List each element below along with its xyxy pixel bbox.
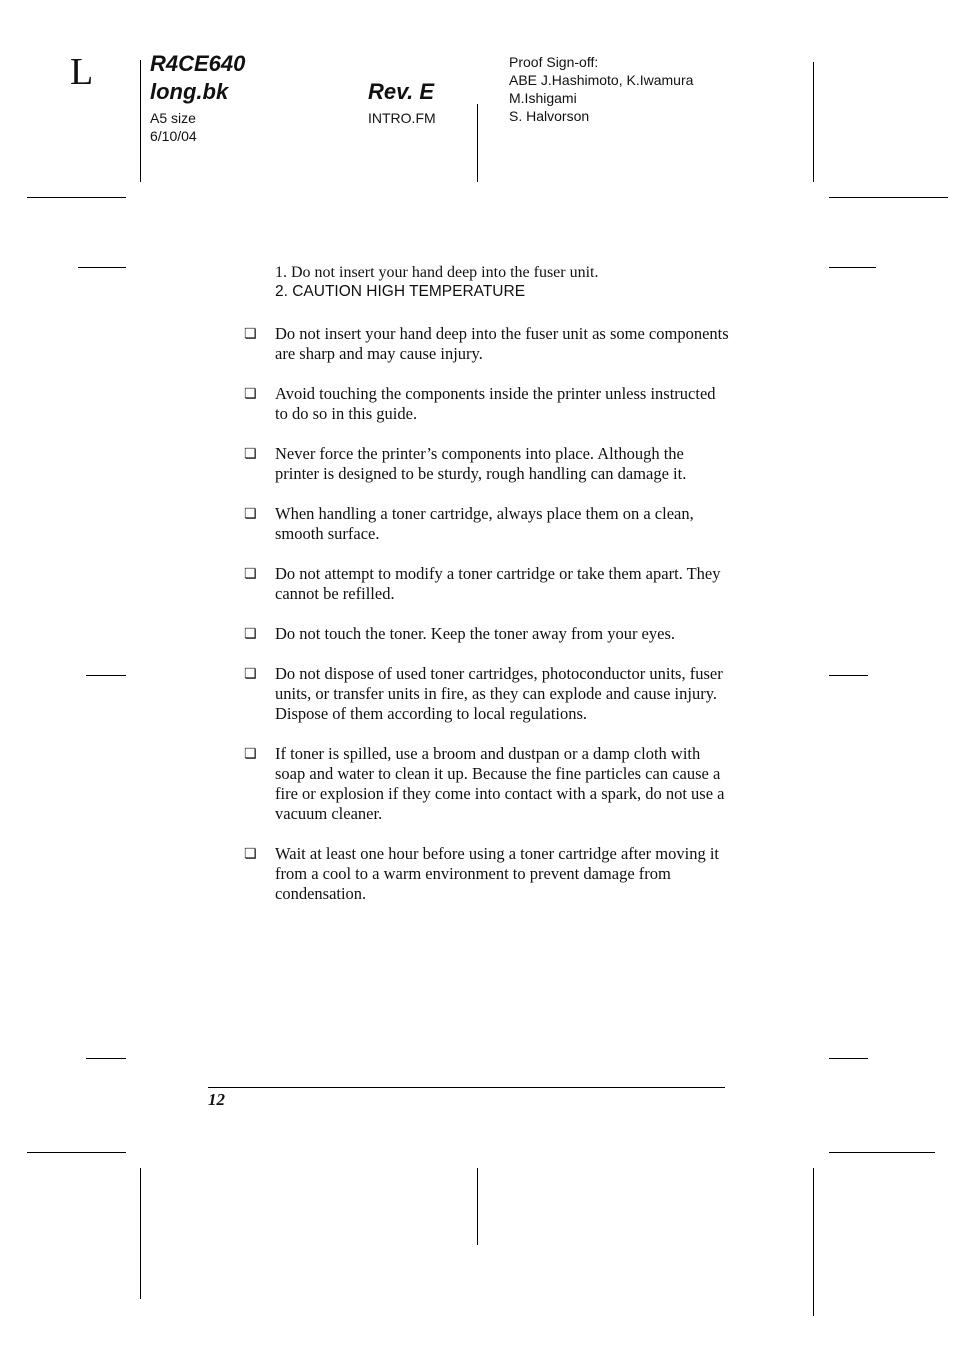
list-item-text: Do not touch the toner. Keep the toner away from your eyes. <box>275 624 676 643</box>
checkbox-bullet-icon: ❏ <box>244 386 257 402</box>
crop-mark <box>813 62 814 182</box>
file-name: INTRO.FM <box>368 110 436 126</box>
page-content <box>244 263 729 924</box>
crop-mark <box>86 1058 126 1059</box>
checkbox-bullet-icon: ❏ <box>244 746 257 762</box>
list-item <box>244 664 729 724</box>
list-item-text: Do not insert your hand deep into the fuser unit as some components are sharp and may cause injury. <box>275 324 729 363</box>
proof-line: ABE J.Hashimoto, K.Iwamura <box>509 72 694 88</box>
checkbox-bullet-icon: ❏ <box>244 566 257 582</box>
checkbox-bullet-icon: ❏ <box>244 846 257 862</box>
crop-mark <box>829 197 948 198</box>
doc-code: R4CE640 <box>150 51 246 76</box>
page-number: 12 <box>208 1090 225 1109</box>
footer-rule <box>208 1087 725 1088</box>
list-item-text: If toner is spilled, use a broom and dustpan or a damp cloth with soap and water to clean it up. Because the fine particles can cause a fire or explosion if they come into contact with a spark, do not use a vacuum cleaner. <box>275 744 725 823</box>
crop-mark <box>829 1152 935 1153</box>
doc-meta <box>150 109 197 145</box>
crop-mark <box>140 1168 141 1299</box>
book-name: long.bk <box>150 79 229 104</box>
page-side-marker: L <box>70 51 94 93</box>
list-item-text: Wait at least one hour before using a toner cartridge after moving it from a cool to a warm environment to prevent damage from condensation. <box>275 844 720 903</box>
crop-mark <box>477 104 478 182</box>
crop-mark <box>27 1152 126 1153</box>
crop-mark <box>813 1168 814 1316</box>
checkbox-bullet-icon: ❏ <box>244 506 257 522</box>
list-item <box>244 624 729 644</box>
figure-label-2: 2. CAUTION HIGH TEMPERATURE <box>275 283 526 300</box>
crop-mark <box>829 675 868 676</box>
crop-mark <box>140 60 141 182</box>
list-item-text: Do not attempt to modify a toner cartridge or take them apart. They cannot be refilled. <box>275 564 721 603</box>
checkbox-bullet-icon: ❏ <box>244 446 257 462</box>
list-item <box>244 564 729 604</box>
doc-header-title <box>150 50 245 106</box>
crop-mark <box>829 1058 868 1059</box>
checkbox-bullet-icon: ❏ <box>244 666 257 682</box>
checkbox-bullet-icon: ❏ <box>244 326 257 342</box>
crop-mark <box>477 1168 478 1245</box>
crop-mark <box>78 267 126 268</box>
list-item <box>244 744 729 824</box>
list-item-text: Never force the printer’s components into place. Although the printer is designed to be sturdy, rough handling can damage it. <box>275 444 687 483</box>
list-item <box>244 384 729 424</box>
list-item <box>244 504 729 544</box>
list-item <box>244 324 729 364</box>
figure-label-1: 1. Do not insert your hand deep into the fuser unit. <box>275 264 599 281</box>
list-item-text: Avoid touching the components inside the printer unless instructed to do so in this guide. <box>275 384 716 423</box>
revision: Rev. E <box>368 79 435 104</box>
caution-list <box>244 324 729 904</box>
list-item-text: When handling a toner cartridge, always place them on a clean, smooth surface. <box>275 504 694 543</box>
crop-mark <box>86 675 126 676</box>
paper-size: A5 size <box>150 110 196 126</box>
proof-line: S. Halvorson <box>509 108 590 124</box>
list-item <box>244 844 729 904</box>
list-item <box>244 444 729 484</box>
checkbox-bullet-icon: ❏ <box>244 626 257 642</box>
crop-mark <box>829 267 876 268</box>
doc-date: 6/10/04 <box>150 128 197 144</box>
proof-line: M.Ishigami <box>509 90 577 106</box>
figure-labels <box>244 263 729 301</box>
proof-signoff <box>509 53 693 125</box>
proof-title: Proof Sign-off: <box>509 54 599 70</box>
crop-mark <box>27 197 126 198</box>
list-item-text: Do not dispose of used toner cartridges, photoconductor units, fuser units, or transfer units in fire, as they can explode and cause injury. Dispose of them according to local regulations. <box>275 664 723 723</box>
